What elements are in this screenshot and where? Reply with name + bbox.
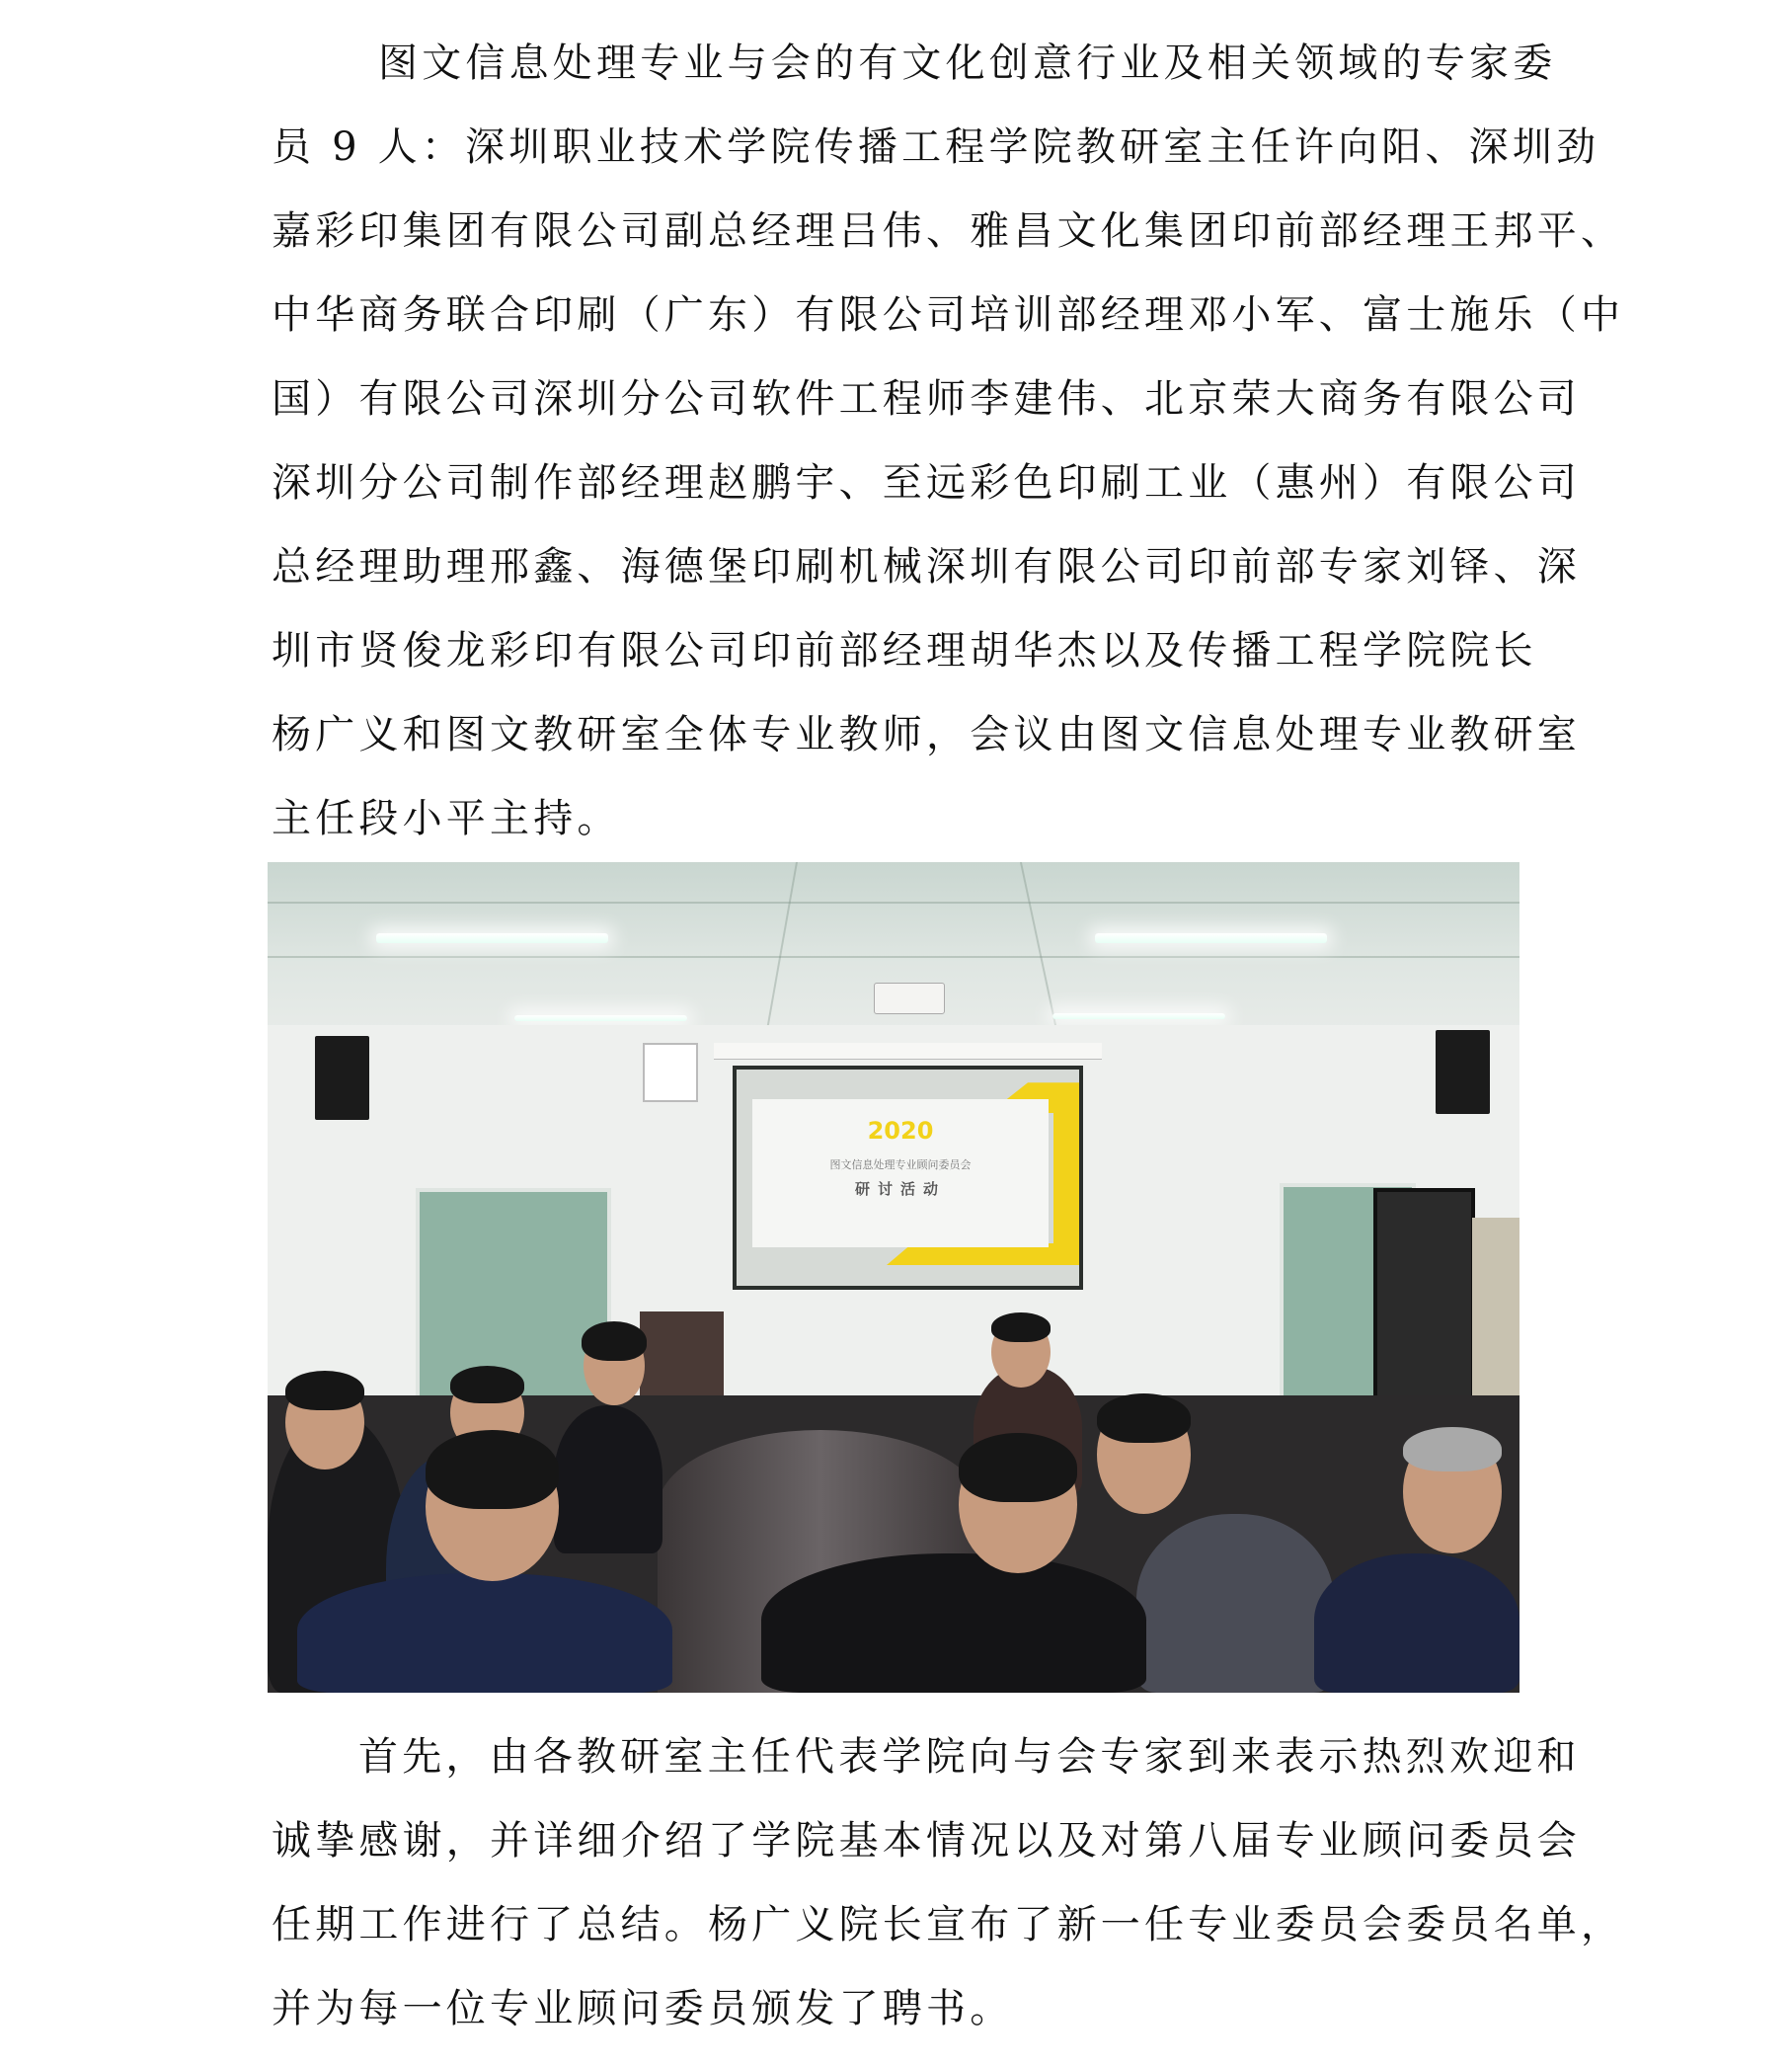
attendee [1136,1514,1334,1693]
text-line: 员 9 人：深圳职业技术学院传播工程学院教研室主任许向阳、深圳劲 [272,124,1600,170]
text-line: 图文信息处理专业与会的有文化创意行业及相关领域的专家委 [378,40,1557,86]
text-line: 诚挚感谢，并详细介绍了学院基本情况以及对第八届专业顾问委员会 [272,1818,1581,1864]
slide-subtitle: 图文信息处理专业顾问委员会 [829,1158,972,1171]
ceiling-light [1095,933,1327,943]
ceiling-light [1052,1013,1225,1019]
text-line: 首先，由各教研室主任代表学院向与会专家到来表示热烈欢迎和 [358,1734,1581,1780]
text-line: 深圳分公司制作部经理赵鹏宇、至远彩色印刷工业（惠州）有限公司 [272,460,1581,506]
slide-year: 2020 [867,1117,934,1145]
projector [874,983,945,1014]
ceiling-grid [268,956,1519,958]
slide-card [752,1099,1049,1247]
attendee-hair [959,1433,1077,1502]
attendee-hair [285,1371,364,1410]
attendee [554,1405,662,1553]
text-line: 圳市贤俊龙彩印有限公司印前部经理胡华杰以及传播工程学院院长 [272,628,1537,674]
ceiling-light [514,1015,687,1021]
text-line: 主任段小平主持。 [272,796,621,841]
attendee [761,1553,1146,1693]
attendee [297,1573,672,1693]
wall-clock [643,1043,698,1102]
attendee [1314,1553,1519,1693]
ceiling-light [376,933,608,943]
text-line: 嘉彩印集团有限公司副总经理吕伟、雅昌文化集团印前部经理王邦平、 [272,208,1625,254]
attendee-hair [991,1312,1051,1342]
projection-screen [737,1070,1079,1286]
text-line: 并为每一位专业顾问委员颁发了聘书。 [272,1986,1014,2031]
screen-housing [714,1043,1102,1060]
attendee-hair [1097,1393,1191,1443]
attendee-hair [582,1321,647,1361]
attendee-hair [1403,1427,1502,1471]
speaker-left [315,1036,369,1120]
speaker-right [1436,1030,1490,1114]
meeting-photo [268,862,1519,1693]
text-line: 国）有限公司深圳分公司软件工程师李建伟、北京荣大商务有限公司 [272,376,1581,422]
text-line: 中华商务联合印刷（广东）有限公司培训部经理邓小军、富士施乐（中 [272,292,1625,338]
text-line: 杨广义和图文教研室全体专业教师，会议由图文信息处理专业教研室 [272,712,1581,757]
text-line: 任期工作进行了总结。杨广义院长宣布了新一任专业委员会委员名单， [272,1902,1625,1947]
slide-title: 研讨活动 [854,1180,946,1198]
text-line: 总经理助理邢鑫、海德堡印刷机械深圳有限公司印前部专家刘铎、深 [272,544,1581,590]
display-panel [1373,1188,1475,1403]
attendee-hair [426,1430,559,1509]
ceiling-grid [268,902,1519,904]
attendee-hair [450,1366,524,1403]
